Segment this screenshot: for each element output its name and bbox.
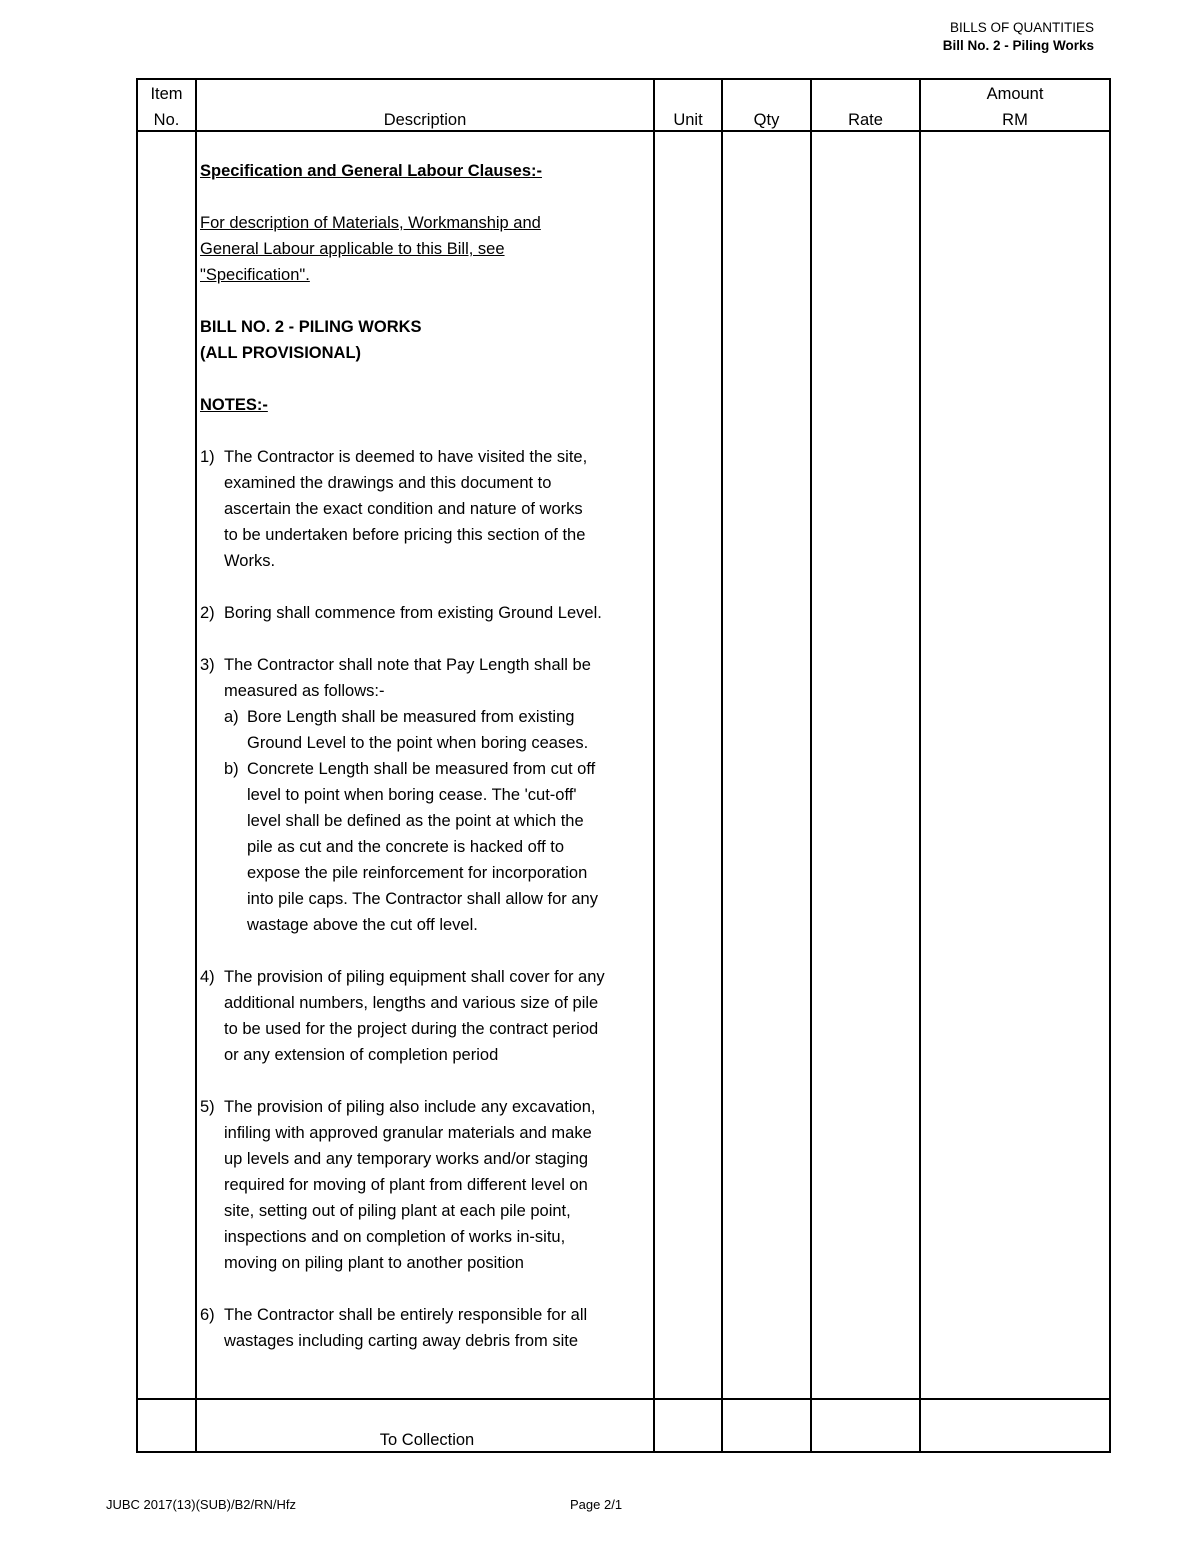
note-6 [200, 1302, 650, 1354]
column-divider [195, 80, 197, 1451]
note-3-sub-b [224, 756, 650, 938]
header-item-label: Item [150, 85, 183, 103]
bill-title: BILL NO. 2 - PILING WORKS [200, 318, 422, 336]
note-line: measured as follows:- [224, 682, 385, 700]
column-divider [721, 80, 723, 1451]
collection-row-divider [138, 1398, 1109, 1400]
note-line: moving on piling plant to another position [224, 1254, 524, 1272]
column-divider [653, 80, 655, 1451]
bill-of-quantities-table [136, 78, 1111, 1453]
column-header-qty: Qty [753, 111, 780, 129]
note-line: to be used for the project during the contract period [224, 1020, 599, 1038]
note-line: The provision of piling equipment shall cover for any [224, 968, 605, 986]
note-line: site, setting out of piling plant at each pile point, [224, 1202, 571, 1220]
spec-line: "Specification". [200, 266, 310, 284]
sub-note-line: level shall be defined as the point at which the [247, 812, 584, 830]
spec-line: For description of Materials, Workmanship and [200, 214, 541, 232]
sub-note-letter: b) [224, 760, 239, 778]
column-divider [810, 80, 812, 1451]
to-collection-label: To Collection [379, 1431, 475, 1449]
note-2 [200, 600, 650, 626]
note-line: or any extension of completion period [224, 1046, 499, 1064]
sub-note-line: Bore Length shall be measured from existing [247, 708, 575, 726]
note-line: Works. [224, 552, 276, 570]
note-3-sub-a [224, 704, 650, 756]
document-title: BILLS OF QUANTITIES [949, 20, 1094, 35]
header-no-label: No. [153, 111, 180, 129]
bill-subtitle: Bill No. 2 - Piling Works [942, 38, 1094, 53]
note-3 [200, 652, 650, 938]
column-header-amount [921, 81, 1109, 133]
note-line: Boring shall commence from existing Ground Level. [224, 604, 602, 622]
sub-note-line: Ground Level to the point when boring ceases. [247, 734, 589, 752]
column-header-item-no [138, 81, 195, 133]
note-4 [200, 964, 650, 1068]
note-5 [200, 1094, 650, 1276]
sub-note-line: into pile caps. The Contractor shall allow for any [247, 890, 598, 908]
sub-note-line: Concrete Length shall be measured from cut off [247, 760, 596, 778]
document-reference: JUBC 2017(13)(SUB)/B2/RN/Hfz [106, 1497, 296, 1512]
note-line: to be undertaken before pricing this section of the [224, 526, 586, 544]
note-number: 4) [200, 968, 215, 986]
note-line: required for moving of plant from different level on [224, 1176, 588, 1194]
column-header-unit: Unit [673, 111, 703, 129]
column-header-rate: Rate [848, 111, 883, 129]
page-header [943, 19, 1094, 55]
note-number: 1) [200, 448, 215, 466]
note-line: examined the drawings and this document to [224, 474, 552, 492]
sub-note-line: wastage above the cut off level. [247, 916, 478, 934]
header-currency-label: RM [1002, 111, 1028, 129]
note-number: 5) [200, 1098, 215, 1116]
note-line: up levels and any temporary works and/or staging [224, 1150, 589, 1168]
note-line: additional numbers, lengths and various size of pile [224, 994, 599, 1012]
sub-note-line: level to point when boring cease. The 'cut-off' [247, 786, 577, 804]
note-number: 6) [200, 1306, 215, 1324]
note-line: The Contractor shall be entirely responsible for all [224, 1306, 588, 1324]
note-line: The Contractor is deemed to have visited the site, [224, 448, 588, 466]
note-line: The Contractor shall note that Pay Length shall be [224, 656, 591, 674]
note-line: The provision of piling also include any excavation, [224, 1098, 596, 1116]
sub-note-line: expose the pile reinforcement for incorporation [247, 864, 588, 882]
sub-note-letter: a) [224, 708, 239, 726]
note-number: 3) [200, 656, 215, 674]
note-number: 2) [200, 604, 215, 622]
header-amount-label: Amount [986, 85, 1044, 103]
description-cell [200, 158, 650, 1354]
spec-heading: Specification and General Labour Clauses:- [200, 162, 542, 180]
spec-line: General Labour applicable to this Bill, see [200, 240, 505, 258]
column-header-description: Description [383, 111, 467, 129]
note-line: wastages including carting away debris from site [224, 1332, 579, 1350]
page-number: Page 2/1 [570, 1497, 623, 1512]
note-line: inspections and on completion of works in-situ, [224, 1228, 566, 1246]
note-line: ascertain the exact condition and nature of works [224, 500, 583, 518]
note-1 [200, 444, 650, 574]
note-line: infiling with approved granular materials and make [224, 1124, 592, 1142]
column-divider [919, 80, 921, 1451]
sub-note-line: pile as cut and the concrete is hacked off to [247, 838, 565, 856]
bill-subtitle-provisional: (ALL PROVISIONAL) [200, 344, 362, 362]
notes-heading: NOTES:- [200, 396, 268, 414]
